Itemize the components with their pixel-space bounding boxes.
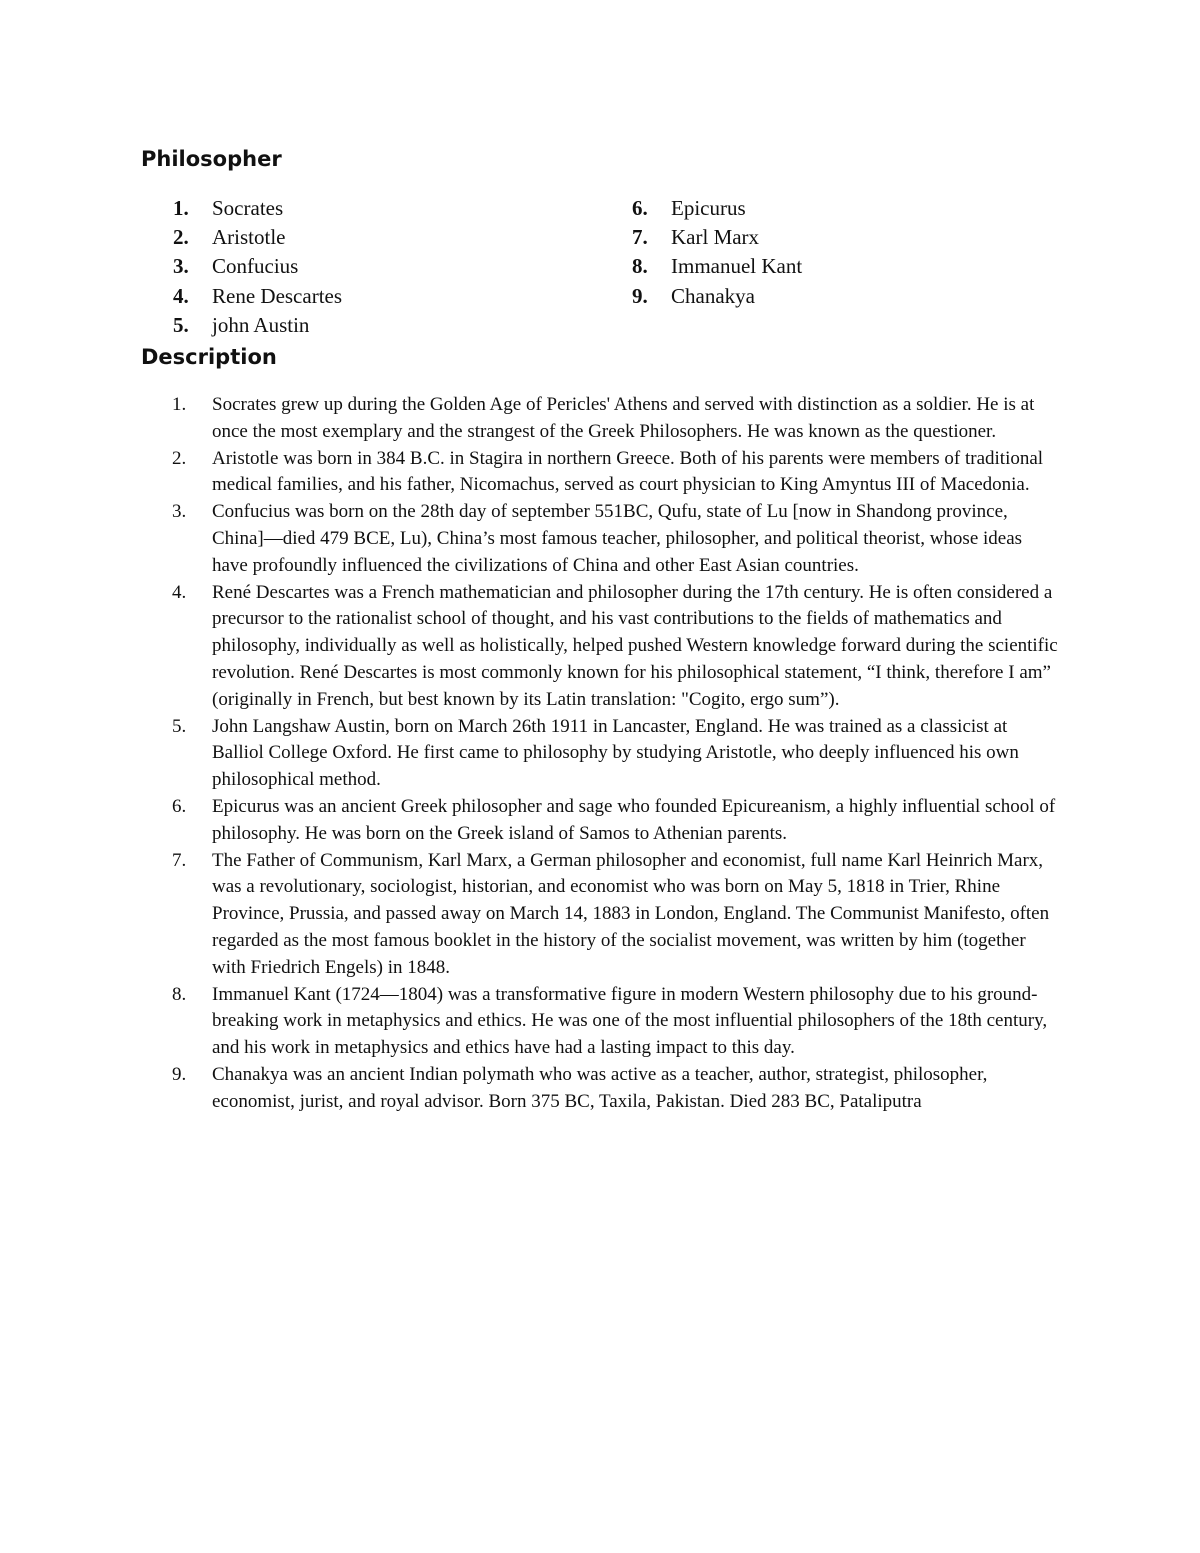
philosopher-heading: Philosopher [141, 147, 282, 171]
list-number: 2. [173, 225, 189, 250]
list-number: 9. [632, 283, 648, 308]
philosopher-list-right [632, 194, 802, 311]
description-text: Immanuel Kant (1724—1804) was a transformative figure in modern Western philosophy due to his ground-breaking work in metaphysics and ethics. He was one of the most influential philosophers of the 18th century, and his work in metaphysics and ethics have had a lasting impact to this day. [212, 983, 1048, 1059]
description-heading: Description [141, 345, 277, 369]
philosopher-item [632, 282, 802, 311]
philosopher-list-left [173, 194, 342, 340]
philosopher-name: john Austin [212, 312, 310, 337]
description-text: Socrates grew up during the Golden Age of Pericles' Athens and served with distinction as a soldier. He is at once the most exemplary and the strangest of the Greek Philosophers. He was known as the questioner. [212, 394, 1035, 442]
description-item [172, 499, 1062, 579]
list-number: 4. [173, 283, 189, 308]
description-text: Epicurus was an ancient Greek philosopher and sage who founded Epicureanism, a highly influential school of philosophy. He was born on the Greek island of Samos to Athenian parents. [212, 795, 1056, 844]
description-text: Aristotle was born in 384 B.C. in Stagira in northern Greece. Both of his parents were members of traditional medical families, and his father, Nicomachus, served as court physician to King Amyntus III of Macedonia. [212, 447, 1044, 496]
list-number: 7. [172, 849, 187, 871]
philosopher-item [173, 223, 342, 252]
list-number: 1. [172, 394, 187, 415]
description-text: John Langshaw Austin, born on March 26th 1911 in Lancaster, England. He was trained as a classicist at Balliol College Oxford. He first came to philosophy by studying Aristotle, who deeply influenced his own philosophical method. [212, 715, 1019, 791]
list-number: 7. [632, 225, 648, 250]
philosopher-item [632, 223, 802, 252]
list-number: 3. [173, 254, 189, 279]
description-item [172, 392, 1062, 446]
description-item [172, 848, 1062, 982]
list-number: 9. [172, 1063, 187, 1085]
philosopher-item [173, 252, 342, 281]
philosopher-item [173, 194, 342, 223]
philosopher-item [632, 252, 802, 281]
description-item [172, 580, 1062, 714]
philosopher-item [632, 194, 802, 223]
philosopher-name: Karl Marx [671, 225, 760, 250]
philosopher-name: Confucius [212, 254, 299, 279]
philosopher-item [173, 282, 342, 311]
description-text: Chanakya was an ancient Indian polymath who was active as a teacher, author, strategist, philosopher, economist, jurist, and royal advisor. Born 375 BC, Taxila, Pakistan. Died 283 BC, Pataliputra [212, 1063, 988, 1112]
list-number: 5. [173, 312, 189, 337]
description-list [172, 392, 1062, 1116]
list-number: 8. [632, 254, 648, 279]
list-number: 2. [172, 447, 187, 469]
philosopher-name: Aristotle [212, 225, 286, 250]
list-number: 4. [172, 581, 187, 603]
philosopher-name: Rene Descartes [212, 283, 343, 308]
description-item [172, 446, 1062, 500]
description-text: Confucius was born on the 28th day of september 551BC, Qufu, state of Lu [now in Shandong province, China]—died 479 BCE, Lu), China’s most famous teacher, philosopher, and political theorist, whose ideas have profoundly influenced the civilizations of China and other East Asian countries. [212, 501, 1023, 576]
philosopher-item [173, 311, 342, 340]
list-number: 5. [172, 715, 187, 737]
list-number: 8. [172, 983, 187, 1005]
description-text: René Descartes was a French mathematician and philosopher during the 17th century. He is often considered a precursor to the rationalist school of thought, and his vast contributions to the fields of mathematics and philosophy, individually as well as holistically, helped pushed Western knowledge forward during the scientific revolution. René Descartes is most commonly known for his philosophical statement, “I think, therefore I am” (originally in French, but best known by its Latin translation: "Cogito, ergo sum”). [212, 581, 1058, 710]
description-item [172, 714, 1062, 794]
philosopher-name: Socrates [212, 196, 284, 220]
description-item [172, 1062, 1062, 1116]
description-item [172, 982, 1062, 1062]
list-number: 6. [632, 196, 648, 220]
philosopher-name: Epicurus [671, 196, 746, 220]
description-text: The Father of Communism, Karl Marx, a German philosopher and economist, full name Karl Heinrich Marx, was a revolutionary, sociologist, historian, and economist who was born on May 5, 1818 in Trier, Rhine Province, Prussia, and passed away on March 14, 1883 in London, England. The Communist Manifesto, often regarded as the most famous booklet in the history of the socialist movement, was written by him (together with Friedrich Engels) in 1848. [212, 849, 1050, 978]
list-number: 1. [173, 196, 189, 220]
list-number: 3. [172, 501, 187, 523]
philosopher-name: Chanakya [671, 283, 755, 308]
description-item [172, 794, 1062, 848]
philosopher-name: Immanuel Kant [671, 254, 803, 279]
list-number: 6. [172, 795, 187, 817]
